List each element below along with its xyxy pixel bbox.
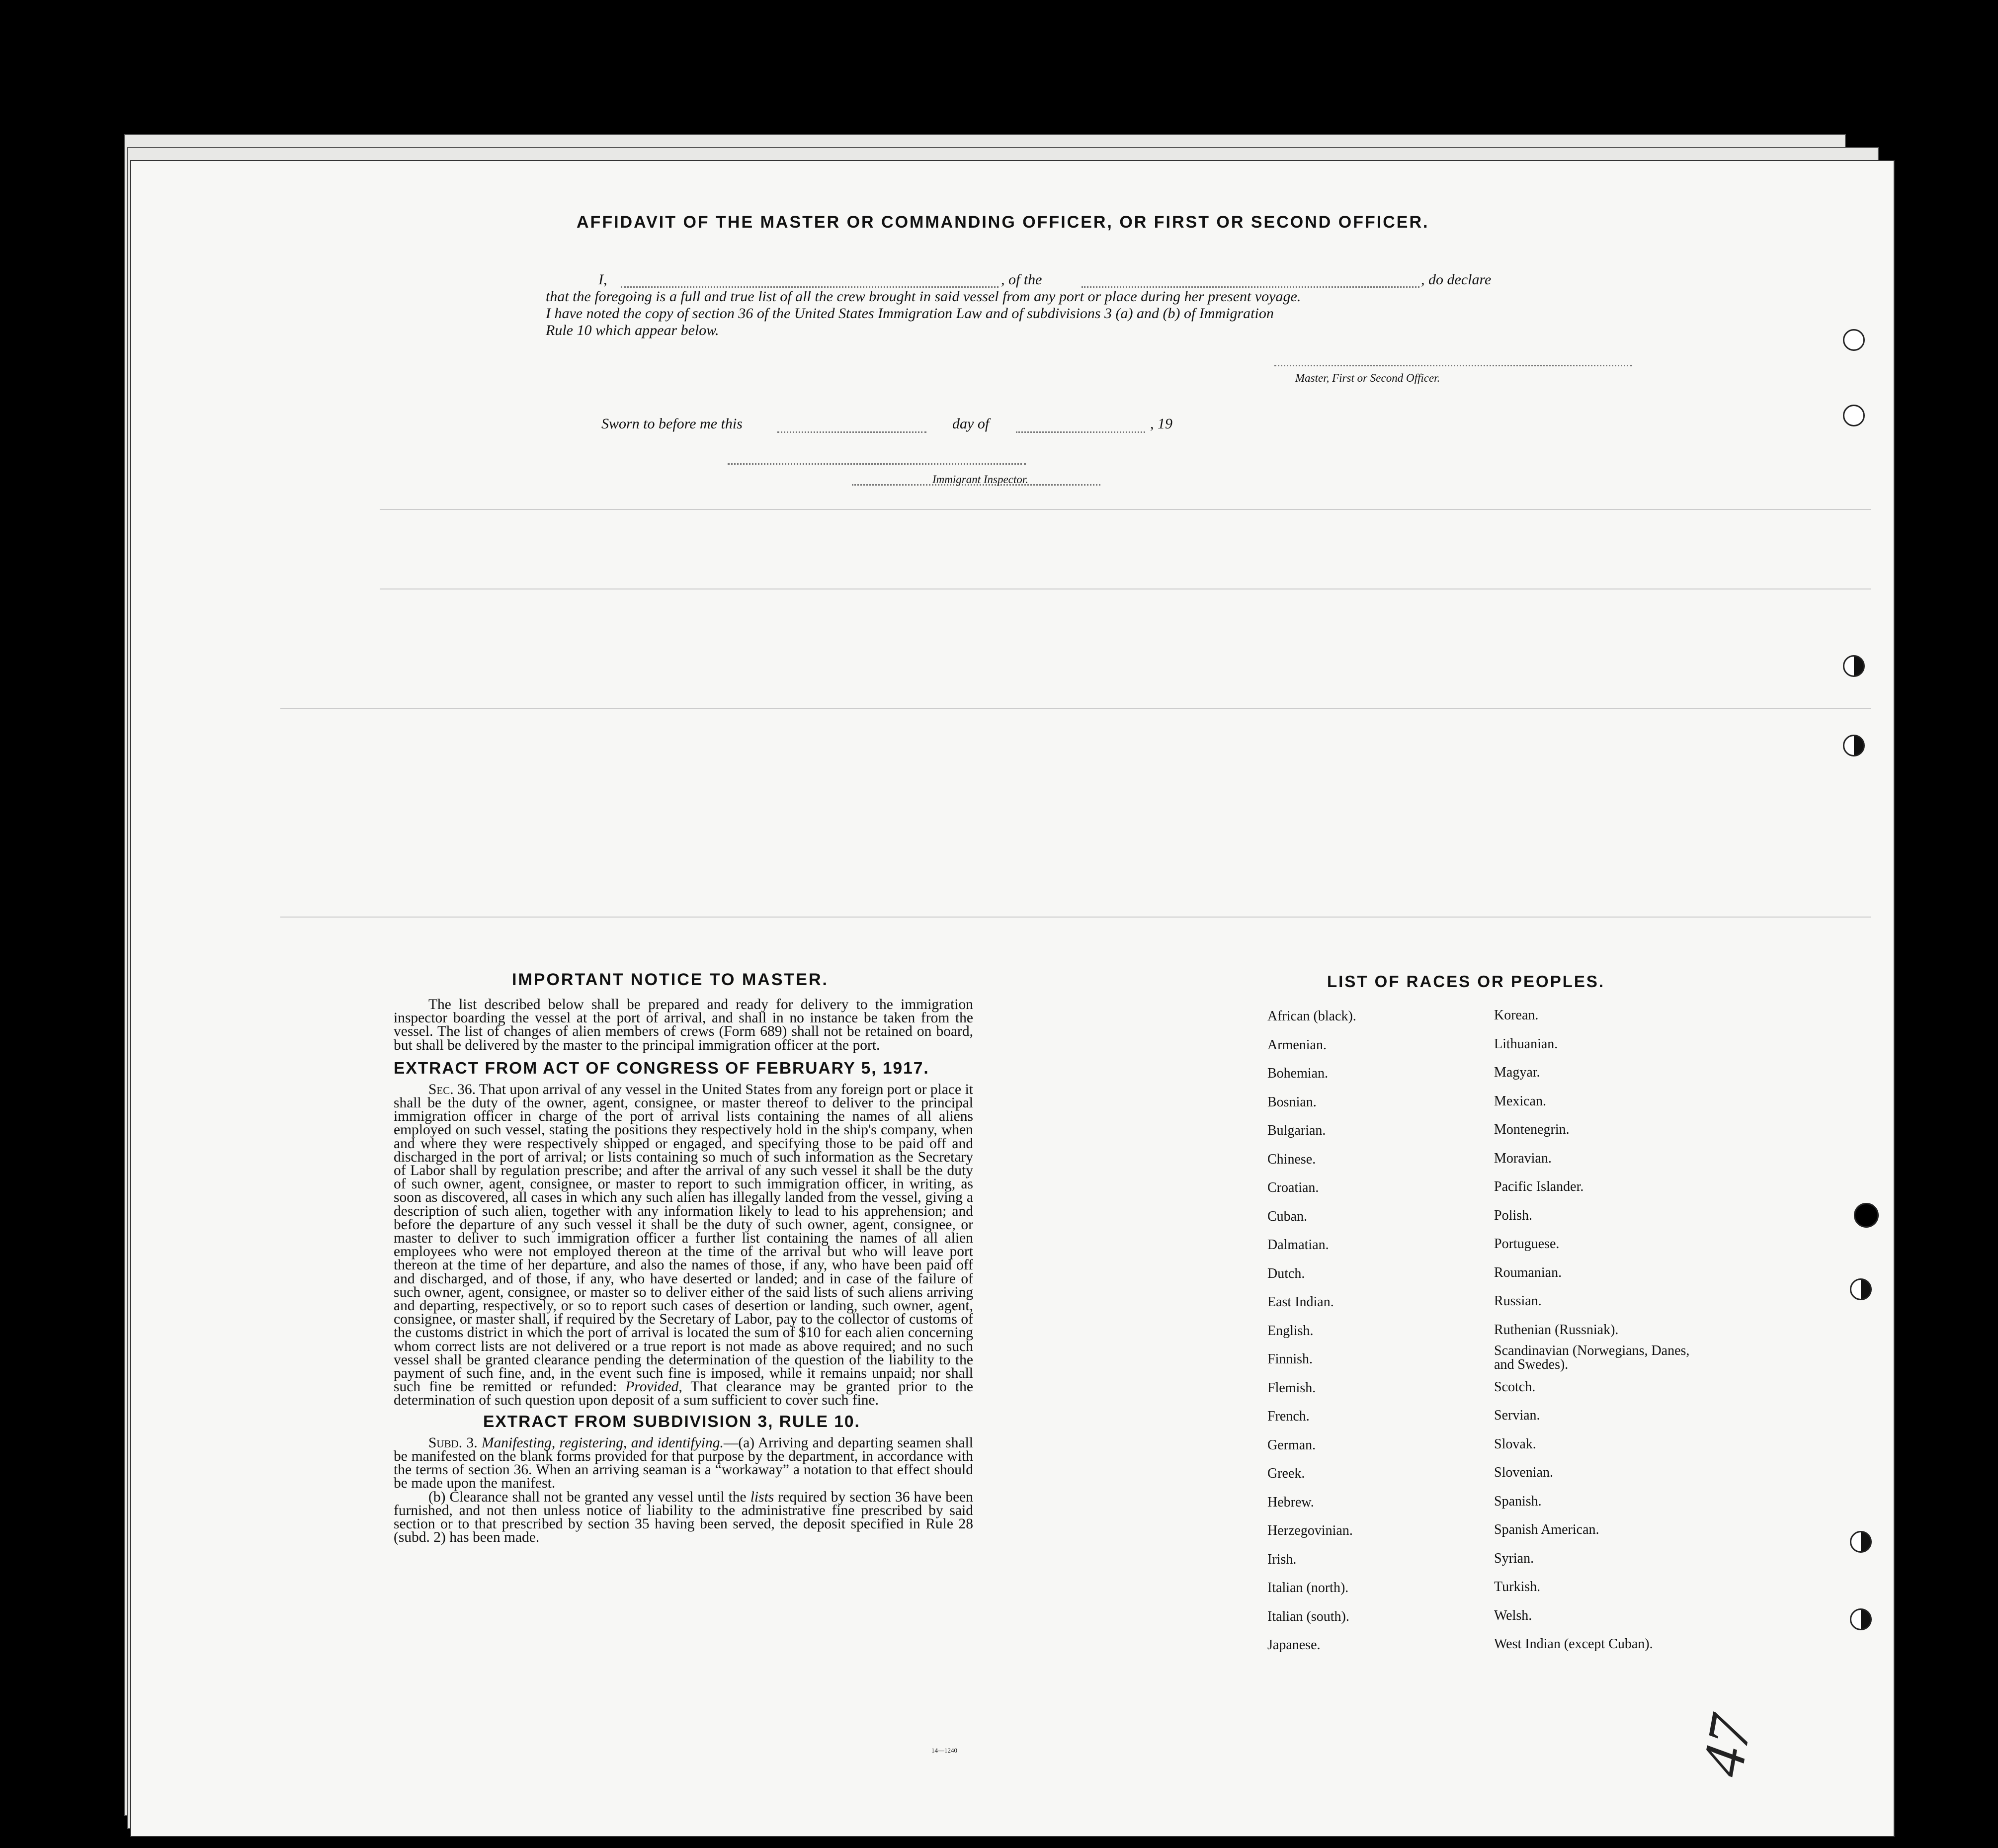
day-of-text: day of <box>952 416 990 432</box>
sworn-month-line[interactable] <box>1016 431 1145 433</box>
notice-title: IMPORTANT NOTICE TO MASTER. <box>512 970 829 989</box>
race-item: Dutch. <box>1267 1265 1305 1281</box>
year-text: , 19 <box>1150 416 1172 432</box>
race-item: Scandinavian (Norwegians, Danes, and Swedes). <box>1494 1343 1690 1372</box>
punch-hole <box>1843 329 1865 351</box>
sworn-text: Sworn to before me this <box>601 416 743 432</box>
race-item: Italian (south). <box>1267 1608 1349 1624</box>
subd-heading: Manifesting, registering, and identifying. <box>481 1434 724 1451</box>
vessel-line[interactable] <box>1082 286 1419 288</box>
race-item: Bohemian. <box>1267 1066 1329 1081</box>
subd-b-start: (b) Clearance shall not be granted any vessel until the <box>428 1489 747 1505</box>
subdivision-para-a <box>394 1436 973 1491</box>
race-item: Roumanian. <box>1494 1264 1562 1280</box>
race-item: Bulgarian. <box>1267 1123 1326 1138</box>
race-item: Chinese. <box>1267 1151 1316 1167</box>
subdivision-title: EXTRACT FROM SUBDIVISION 3, RULE 10. <box>483 1412 860 1431</box>
race-item: Japanese. <box>1267 1637 1321 1653</box>
race-item: Moravian. <box>1494 1150 1552 1166</box>
form-number: 14—1240 <box>931 1747 957 1754</box>
race-item: Servian. <box>1494 1408 1540 1423</box>
race-item: Korean. <box>1494 1008 1539 1023</box>
punch-hole <box>1843 735 1865 756</box>
subd-a-text: —(a) Arriving and departing seamen shall be manifested on the blank forms provided for that purpose by the department, in accordance with the terms of section 36. When an arriving seaman is a “workaway” a notation to that effect should be made upon the manifest. <box>394 1434 974 1492</box>
act-text: That upon arrival of any vessel in the United States from any foreign port or place it shall be the duty of the owner, agent, consignee, or master thereof to deliver to the principal immigration officer in charge of the port of arrival lists containing the names of all aliens employed on such vessel, stating the positions they respectively hold in the ship's company, when and where they were respectively shipped or engaged, and specifying those to be paid off and discharged in the port of arrival; or lists containing so much of such information as the Secretary of Labor shall by regulation prescribe; and after the arrival of any such vessel it shall be the duty of such owner, agent, consignee, or master to report to such immigration officer, in writing, as soon as discovered, all cases in which any such alien has illegally landed from the vessel, giving a description of such alien, together with any information likely to lead to his apprehension; and before the departure of any such vessel it shall be the duty of such owner, agent, consignee, or master to deliver to such immigration officer a further list containing the names of all alien employees who were not employed thereon at the time of the arrival but who will leave port thereon at the time of her departure, and also the names of those, if any, who have been paid off and discharged, and of those, if any, who have deserted or landed; and in case of the failure of such owner, agent, consignee, or master so to deliver either of the said lists of such aliens arriving and departing, respectively, or so to report such cases of desertion or landing, such owner, agent, consignee, or master shall, if required by the Secretary of Labor, pay to the collector of customs of the customs district in which the port of arrival is located the sum of $10 for each alien concerning whom correct lists are not delivered or a true report is not made as above required; and no such vessel shall be granted clearance pending the determination of the question of the liability to the payment of such fine, and, in the event such fine is imposed, while it remains unpaid; nor shall such fine be remitted or refunded: <box>394 1081 973 1395</box>
race-item: Finnish. <box>1267 1351 1313 1367</box>
race-item: Pacific Islander. <box>1494 1179 1584 1194</box>
affidavit-i: I, <box>598 271 607 288</box>
punch-hole <box>1850 1278 1872 1300</box>
race-item: Syrian. <box>1494 1550 1534 1566</box>
race-item: Ruthenian (Russniak). <box>1494 1322 1619 1338</box>
race-item: Cuban. <box>1267 1208 1308 1224</box>
races-right-column <box>1494 1001 1752 1659</box>
race-item: Scotch. <box>1494 1379 1536 1395</box>
race-item: Bosnian. <box>1267 1094 1317 1110</box>
act-title: EXTRACT FROM ACT OF CONGRESS OF FEBRUARY 5, 1917. <box>394 1059 929 1078</box>
race-item: Lithuanian. <box>1494 1036 1558 1052</box>
races-title: LIST OF RACES OR PEOPLES. <box>1327 972 1605 991</box>
subd-label: Subd. 3. <box>428 1434 478 1451</box>
act-text-end: That clearance may be granted prior to the determination of such question upon deposit of a sum sufficient to cover such fine. <box>394 1379 974 1409</box>
handwritten-page-number: 47 <box>1688 1711 1764 1781</box>
race-item: Flemish. <box>1267 1380 1316 1396</box>
races-left-column <box>1267 1002 1486 1660</box>
race-item: Herzegovinian. <box>1267 1523 1353 1538</box>
race-item: Irish. <box>1267 1551 1297 1567</box>
race-item: Spanish American. <box>1494 1522 1599 1537</box>
notice-body: The list described below shall be prepared and ready for delivery to the immigration inspector boarding the vessel at the port of arrival, and shall in no instance be taken from the vessel. The list of changes of alien members of crews (Form 689) shall not be retained on board, but shall be delivered by the master to the principal immigration officer at the port. <box>394 997 973 1053</box>
punch-hole <box>1843 655 1865 677</box>
race-item: Dalmatian. <box>1267 1237 1329 1253</box>
subdivision-para-b <box>394 1491 973 1545</box>
race-item: Spanish. <box>1494 1493 1542 1509</box>
race-item: Polish. <box>1494 1207 1533 1223</box>
affidavit-do-declare: , do declare <box>1421 271 1492 288</box>
act-sec: Sec. 36. <box>428 1081 476 1097</box>
subd-b-lists: lists <box>750 1489 774 1505</box>
race-item: Montenegrin. <box>1494 1122 1570 1137</box>
punch-hole <box>1850 1608 1872 1630</box>
affidavit-of-the: , of the <box>1001 271 1042 288</box>
act-provided: Provided, <box>625 1379 682 1395</box>
race-item: Armenian. <box>1267 1037 1327 1053</box>
affidavit-title: AFFIDAVIT OF THE MASTER OR COMMANDING OFFICER, OR FIRST OR SECOND OFFICER. <box>577 213 1429 232</box>
notice-column <box>394 998 973 1544</box>
subd-b-end: required by section 36 have been furnished, and not then unless notice of liability to the administrative fine prescribed by said section or to that prescribed by section 35 having been served, the deposit specified in Rule 28 (subd. 2) has been made. <box>394 1489 974 1546</box>
name-line[interactable] <box>621 286 999 288</box>
race-item: Greek. <box>1267 1466 1305 1481</box>
race-item: Croatian. <box>1267 1180 1319 1195</box>
race-item: German. <box>1267 1437 1316 1453</box>
race-item: West Indian (except Cuban). <box>1494 1636 1653 1652</box>
race-item: Portuguese. <box>1494 1236 1560 1252</box>
race-item: Italian (north). <box>1267 1580 1349 1596</box>
race-item: Hebrew. <box>1267 1494 1314 1510</box>
race-item: Slovak. <box>1494 1436 1536 1452</box>
punch-hole <box>1843 405 1865 426</box>
affidavit-line-3: I have noted the copy of section 36 of the United States Immigration Law and of subdivisions 3 (a) and (b) of Immigration <box>546 305 1274 322</box>
inspector-line[interactable] <box>728 463 1026 465</box>
sworn-day-line[interactable] <box>777 431 926 433</box>
signature-line[interactable] <box>1274 365 1632 366</box>
punch-hole <box>1850 1531 1872 1553</box>
race-item: Turkish. <box>1494 1579 1541 1595</box>
race-item: Slovenian. <box>1494 1465 1553 1480</box>
race-item: African (black). <box>1267 1008 1356 1024</box>
punch-hole <box>1854 1203 1879 1228</box>
affidavit-line-4: Rule 10 which appear below. <box>546 322 719 338</box>
race-item: French. <box>1267 1409 1310 1424</box>
race-item: Mexican. <box>1494 1093 1546 1109</box>
race-item: English. <box>1267 1323 1314 1339</box>
affidavit-line-2: that the foregoing is a full and true list of all the crew brought in said vessel from any port or place during her present voyage. <box>546 288 1301 305</box>
race-item: Magyar. <box>1494 1065 1540 1080</box>
signature-label: Master, First or Second Officer. <box>1295 372 1440 384</box>
race-item: Welsh. <box>1494 1607 1532 1623</box>
form-page <box>130 160 1895 1837</box>
race-item: Russian. <box>1494 1293 1542 1309</box>
inspector-label: Immigrant Inspector. <box>932 473 1028 486</box>
act-body <box>394 1083 973 1408</box>
race-item: East Indian. <box>1267 1294 1334 1310</box>
